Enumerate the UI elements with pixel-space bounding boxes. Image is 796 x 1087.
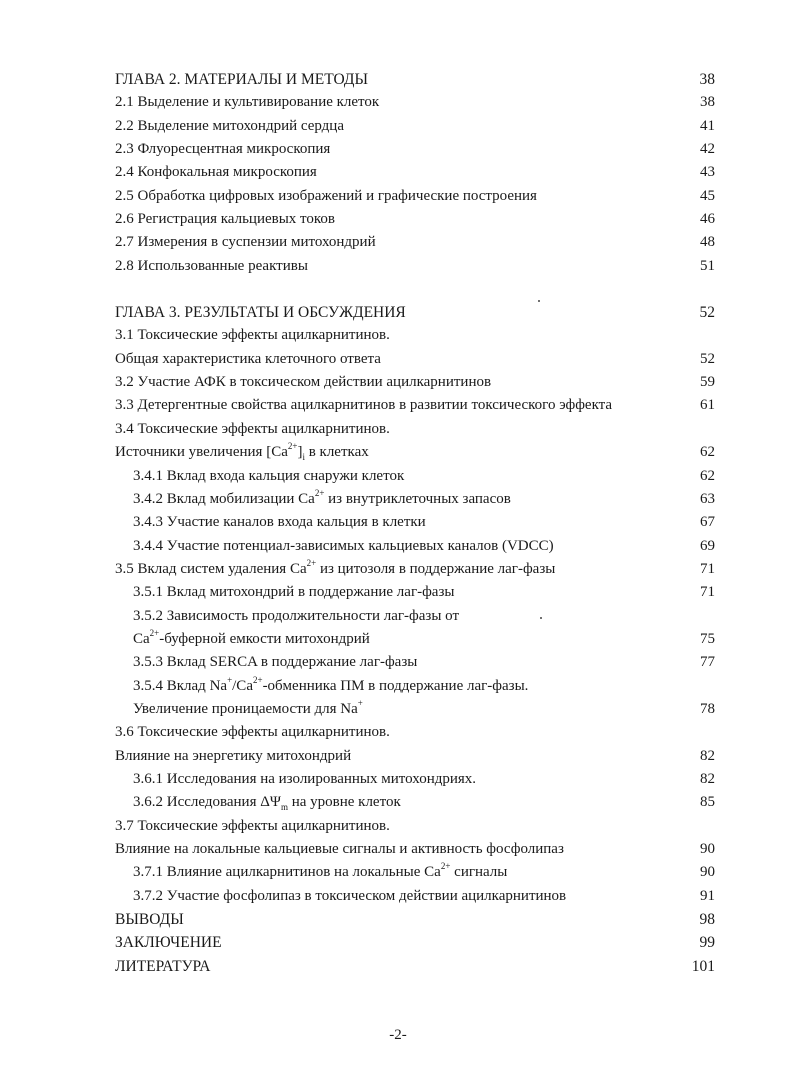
- toc-entry: [115, 768, 715, 791]
- toc-entry: [115, 371, 715, 394]
- toc-entry-page: 78: [700, 700, 715, 717]
- toc-entry-title: 3.5.4 Вклад $Na^+/Ca^{2+}$-обменника ПМ в поддержание лаг-фазы.: [133, 674, 529, 694]
- toc-entry-title: Увеличение проницаемости для Na+: [133, 697, 363, 717]
- toc-entry: [115, 161, 715, 184]
- scan-speck: [538, 300, 540, 302]
- toc-entry: [115, 605, 715, 628]
- toc-entry-title: ВЫВОДЫ: [115, 911, 184, 929]
- toc-entry: [115, 745, 715, 768]
- toc-entry-page: 90: [700, 841, 715, 857]
- toc-entry-title: 3.5.2 Зависимость продолжительности лаг-фазы от: [133, 607, 460, 624]
- toc-entry-title: ЗАКЛЮЧЕНИЕ: [115, 934, 222, 952]
- toc-entry-title: 2.5 Обработка цифровых изображений и графические построения: [115, 187, 537, 204]
- toc-chapter-2: [115, 68, 715, 91]
- toc-entry: [115, 885, 715, 908]
- toc-entry-title: 2.4 Конфокальная микроскопия: [115, 164, 317, 181]
- toc-entry-page: 98: [699, 911, 715, 929]
- toc-entry-title: 2.2 Выделение митохондрий сердца: [115, 117, 344, 134]
- toc-entry-title: 3.6.1 Исследования на изолированных митохондриях.: [133, 770, 477, 787]
- toc-entry-page: 61: [700, 397, 715, 414]
- toc-entry: [115, 465, 715, 488]
- toc-entry: [115, 138, 715, 161]
- toc-entry-page: 91: [700, 887, 715, 904]
- toc-entry-page: 52: [699, 304, 715, 322]
- toc-entry-title: 3.1 Токсические эффекты ацилкарнитинов.: [115, 327, 390, 344]
- toc-entry-page: 82: [700, 747, 715, 764]
- toc-entry: [115, 441, 715, 464]
- toc-entry-page: 90: [700, 864, 715, 881]
- toc-entry-page: 69: [700, 537, 715, 554]
- toc-entry-page: 62: [700, 444, 715, 461]
- page-number: -2-: [389, 1027, 407, 1043]
- toc-chapter-3: [115, 301, 715, 324]
- toc-entry-title: ЛИТЕРАТУРА: [115, 957, 211, 975]
- toc-entry-title: 3.2 Участие АФК в токсическом действии ацилкарнитинов: [115, 374, 492, 391]
- toc-entry-title: 3.6.2 Исследования $\Delta\Psi_m$ на уровне клеток: [133, 794, 401, 813]
- toc-entry: [115, 838, 715, 861]
- toc-entry-title: 3.6 Токсические эффекты ацилкарнитинов.: [115, 724, 390, 741]
- toc-entry: [115, 791, 715, 814]
- toc-entry-page: 85: [700, 794, 715, 811]
- toc-entry: [115, 815, 715, 838]
- toc-entry-title: Источники увеличения $[Ca^{2+}]_i$ в клетках: [115, 441, 369, 463]
- toc-entry: [115, 721, 715, 744]
- toc-entry: [115, 535, 715, 558]
- toc-entry-page: 52: [700, 350, 715, 367]
- toc-entry-title: 3.5 Вклад систем удаления $Ca^{2+}$ из цитозоля в поддержание лаг-фазы: [115, 557, 556, 577]
- toc-entry: [115, 231, 715, 254]
- toc-entry-title: 3.7.1 Влияние ацилкарнитинов на локальные $Ca^{2+}$ сигналы: [133, 861, 508, 881]
- toc-entry: [115, 581, 715, 604]
- toc-entry: [115, 185, 715, 208]
- toc-entry-page: 41: [700, 117, 715, 134]
- toc-entry-title: 3.4.1 Вклад входа кальция снаружи клеток: [133, 467, 405, 484]
- toc-entry-title: $Ca^{2+}$-буферной емкости митохондрий: [133, 627, 370, 647]
- toc-entry-page: 75: [700, 630, 715, 647]
- toc-entry: [115, 698, 715, 721]
- toc-entry-page: 45: [700, 187, 715, 204]
- toc-entry-title: 3.3 Детергентные свойства ацилкарнитинов в развитии токсического эффекта: [115, 397, 613, 414]
- toc-entry-page: 82: [700, 770, 715, 787]
- toc-entry-page: 51: [700, 257, 715, 274]
- toc-entry: [115, 255, 715, 278]
- toc-entry-page: 67: [700, 514, 715, 531]
- toc-entry-title: 3.4 Токсические эффекты ацилкарнитинов.: [115, 420, 390, 437]
- toc-entry: [115, 348, 715, 371]
- toc-entry: [115, 418, 715, 441]
- toc-conclusions: [115, 908, 715, 931]
- table-of-contents: [115, 68, 715, 978]
- toc-entry-page: 38: [699, 71, 715, 88]
- toc-entry-title: Общая характеристика клеточного ответа: [115, 350, 381, 367]
- toc-entry-title: 2.1 Выделение и культивирование клеток: [115, 94, 380, 111]
- toc-entry-page: 42: [700, 141, 715, 158]
- toc-entry: [115, 558, 715, 581]
- toc-entry-title: 2.7 Измерения в суспензии митохондрий: [115, 234, 376, 251]
- toc-entry-page: 63: [700, 490, 715, 507]
- toc-entry-title: 3.4.2 Вклад мобилизации $Ca^{2+}$ из внутриклеточных запасов: [133, 487, 511, 507]
- toc-entry-title: ГЛАВА 2. МАТЕРИАЛЫ И МЕТОДЫ: [115, 71, 368, 88]
- toc-summary: [115, 931, 715, 954]
- toc-entry-title: 2.6 Регистрация кальциевых токов: [115, 211, 336, 228]
- toc-entry-title: 2.8 Использованные реактивы: [115, 257, 308, 274]
- toc-entry: [115, 208, 715, 231]
- toc-entry-page: 77: [700, 654, 715, 671]
- toc-entry-title: 3.7.2 Участие фосфолипаз в токсическом действии ацилкарнитинов: [133, 887, 567, 904]
- toc-entry-title: 3.4.4 Участие потенциал-зависимых кальциевых каналов (VDCC): [133, 537, 554, 554]
- toc-entry-title: Влияние на локальные кальциевые сигналы и активность фосфолипаз: [115, 841, 564, 857]
- toc-entry-title: ГЛАВА 3. РЕЗУЛЬТАТЫ И ОБСУЖДЕНИЯ: [115, 304, 406, 322]
- toc-entry: [115, 675, 715, 698]
- toc-entry: [115, 115, 715, 138]
- toc-entry-title: Влияние на энергетику митохондрий: [115, 747, 352, 764]
- toc-entry-page: 38: [700, 94, 715, 111]
- toc-entry-page: 59: [700, 374, 715, 391]
- toc-entry-title: 3.7 Токсические эффекты ацилкарнитинов.: [115, 817, 390, 834]
- toc-entry-page: 71: [700, 584, 715, 601]
- toc-entry: [115, 861, 715, 884]
- scan-speck: [540, 617, 542, 619]
- toc-entry-page: 48: [700, 234, 715, 251]
- toc-entry-page: 101: [691, 957, 715, 975]
- toc-entry: [115, 651, 715, 674]
- toc-entry: [115, 488, 715, 511]
- toc-entry-page: 71: [700, 560, 715, 577]
- toc-entry: [115, 91, 715, 114]
- toc-entry-page: 62: [700, 467, 715, 484]
- toc-entry: [115, 324, 715, 347]
- toc-entry-page: 43: [700, 164, 715, 181]
- toc-entry: [115, 394, 715, 417]
- toc-entry-page: 46: [700, 211, 715, 228]
- toc-entry-page: 99: [699, 934, 715, 952]
- toc-entry-title: 3.5.1 Вклад митохондрий в поддержание лаг-фазы: [133, 584, 455, 601]
- toc-literature: [115, 955, 715, 978]
- toc-entry: [115, 628, 715, 651]
- toc-entry-title: 3.4.3 Участие каналов входа кальция в клетки: [133, 514, 426, 531]
- toc-entry-title: 3.5.3 Вклад SERCA в поддержание лаг-фазы: [133, 654, 418, 671]
- toc-entry-title: 2.3 Флуоресцентная микроскопия: [115, 141, 331, 158]
- toc-entry: [115, 511, 715, 534]
